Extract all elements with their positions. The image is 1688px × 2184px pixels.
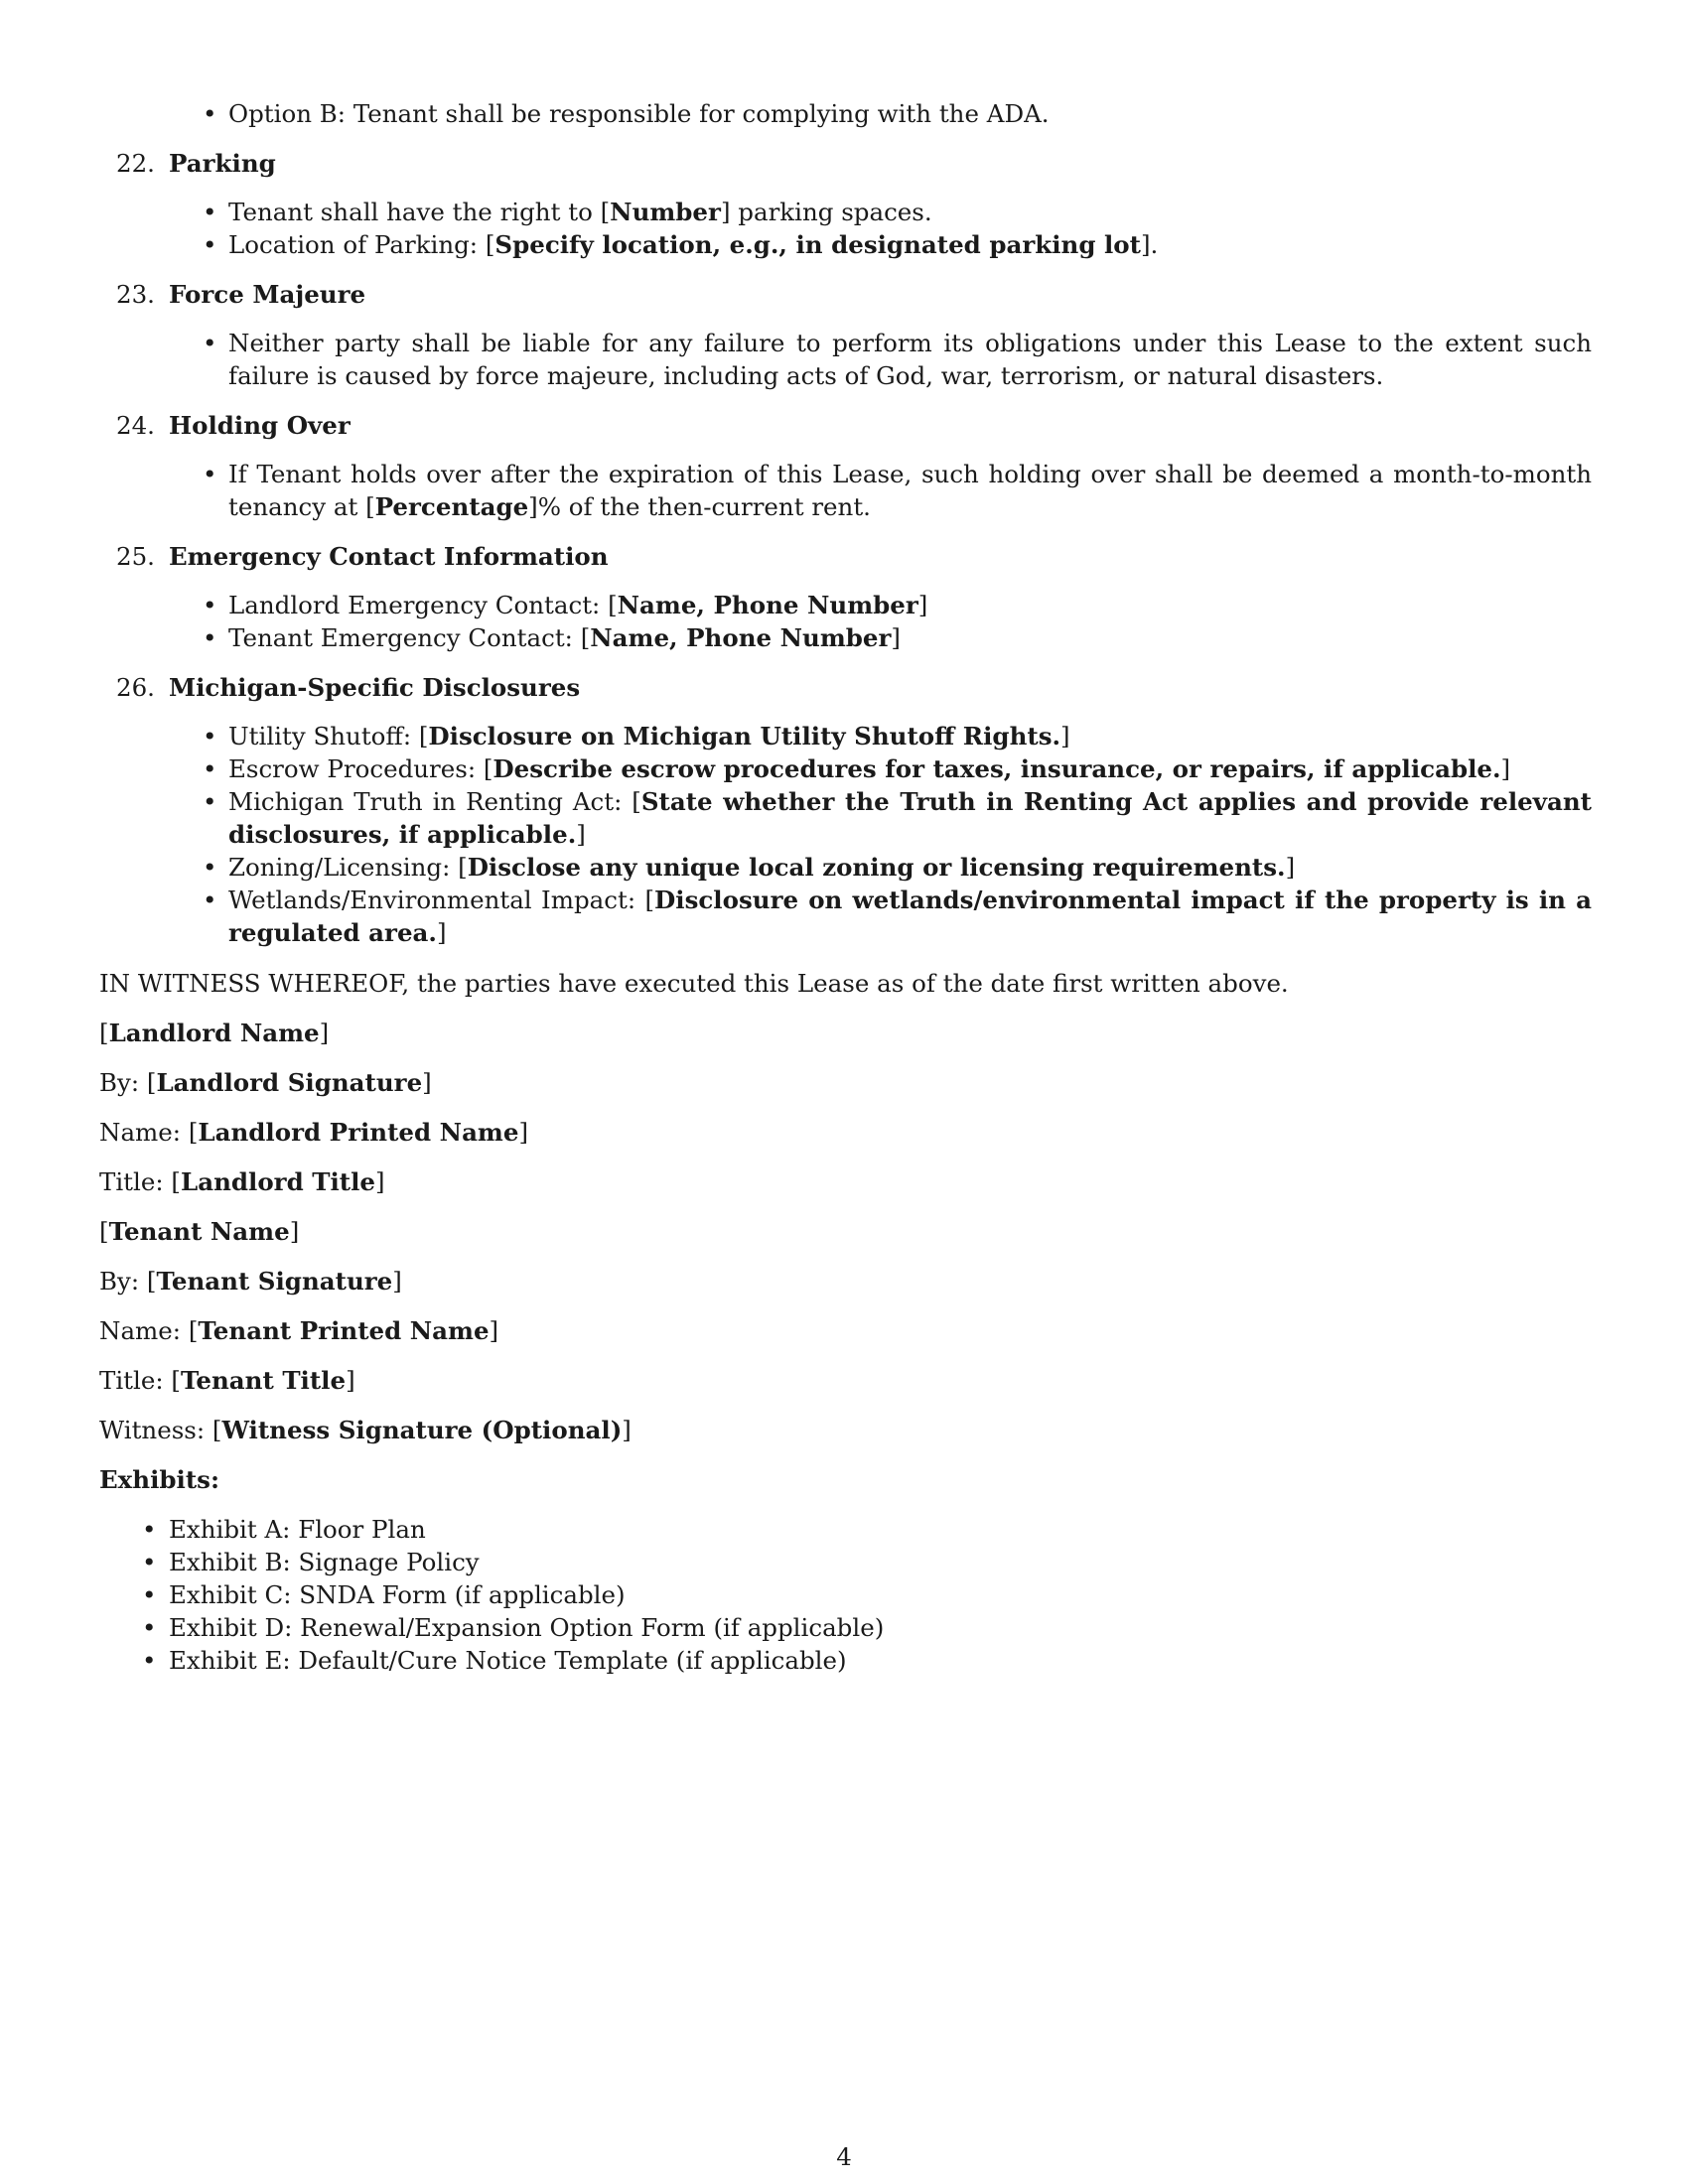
section-heading-emergency-contact: [99, 540, 1592, 573]
page-content: [99, 97, 1592, 1677]
list-item: • If Tenant holds over after the expiration of this Lease, such holding over shall be deemed a month-to-month tenancy at [Percentage]% of the then-current rent.: [99, 458, 1592, 523]
list-item: • Exhibit A: Floor Plan: [99, 1513, 1592, 1546]
list-item: • Utility Shutoff: [Disclosure on Michigan Utility Shutoff Rights.]: [99, 720, 1592, 752]
exhibits-heading: Exhibits:: [99, 1465, 219, 1494]
signature-line: Name: [Tenant Printed Name]: [99, 1316, 499, 1345]
list-item: • Option B: Tenant shall be responsible for complying with the ADA.: [99, 97, 1592, 130]
section-number: 22.: [116, 149, 155, 178]
signature-line: Title: [Landlord Title]: [99, 1167, 385, 1196]
signature-line: By: [Landlord Signature]: [99, 1068, 432, 1097]
section-bullet-list: [99, 458, 1592, 523]
list-item: • Wetlands/Environmental Impact: [Disclosure on wetlands/environmental impact if the property is in a regulated area.]: [99, 884, 1592, 949]
list-item: • Location of Parking: [Specify location, e.g., in designated parking lot].: [99, 228, 1592, 261]
section-heading-holding-over: [99, 409, 1592, 442]
section-number: 26.: [116, 673, 155, 702]
section-heading-force-majeure: [99, 278, 1592, 311]
section-title: Parking: [169, 149, 276, 178]
section-title: Force Majeure: [169, 280, 366, 309]
signature-line: By: [Tenant Signature]: [99, 1267, 402, 1296]
section-bullet-list: [99, 196, 1592, 261]
list-item: • Landlord Emergency Contact: [Name, Phone Number]: [99, 589, 1592, 621]
signature-line: Name: [Landlord Printed Name]: [99, 1118, 529, 1147]
list-item: • Exhibit C: SNDA Form (if applicable): [99, 1578, 1592, 1611]
list-item: • Tenant Emergency Contact: [Name, Phone Number]: [99, 621, 1592, 654]
signature-line: Title: [Tenant Title]: [99, 1366, 355, 1395]
signature-line: Witness: [Witness Signature (Optional)]: [99, 1416, 632, 1444]
list-item: • Neither party shall be liable for any failure to perform its obligations under this Lease to the extent such failure is caused by force majeure, including acts of God, war, terrorism, or natural disasters.: [99, 327, 1592, 392]
section-title: Emergency Contact Information: [169, 542, 609, 571]
section-title: Holding Over: [169, 411, 351, 440]
witness-statement: IN WITNESS WHEREOF, the parties have executed this Lease as of the date first written above.: [99, 969, 1289, 998]
list-item: • Escrow Procedures: [Describe escrow procedures for taxes, insurance, or repairs, if applicable.]: [99, 752, 1592, 785]
section-number: 25.: [116, 542, 155, 571]
list-item: • Zoning/Licensing: [Disclose any unique local zoning or licensing requirements.]: [99, 851, 1592, 884]
section-number: 24.: [116, 411, 155, 440]
section-bullet-list: [99, 720, 1592, 949]
section-title: Michigan-Specific Disclosures: [169, 673, 581, 702]
signature-line: [Landlord Name]: [99, 1019, 330, 1047]
list-item: • Exhibit D: Renewal/Expansion Option Form (if applicable): [99, 1611, 1592, 1644]
section-number: 23.: [116, 280, 155, 309]
list-item: • Tenant shall have the right to [Number] parking spaces.: [99, 196, 1592, 228]
signature-line: [Tenant Name]: [99, 1217, 300, 1246]
section-bullet-list: [99, 589, 1592, 654]
list-item: • Michigan Truth in Renting Act: [State whether the Truth in Renting Act applies and provide relevant disclosures, if applicable.]: [99, 785, 1592, 851]
list-item: • Exhibit B: Signage Policy: [99, 1546, 1592, 1578]
section-heading-michigan-disclosures: [99, 671, 1592, 704]
top-bullet-list: [99, 97, 1592, 130]
section-bullet-list: [99, 327, 1592, 392]
list-item: • Exhibit E: Default/Cure Notice Template (if applicable): [99, 1644, 1592, 1677]
exhibits-list: [99, 1513, 1592, 1677]
section-heading-parking: [99, 147, 1592, 180]
page-number: 4: [836, 2142, 852, 2171]
